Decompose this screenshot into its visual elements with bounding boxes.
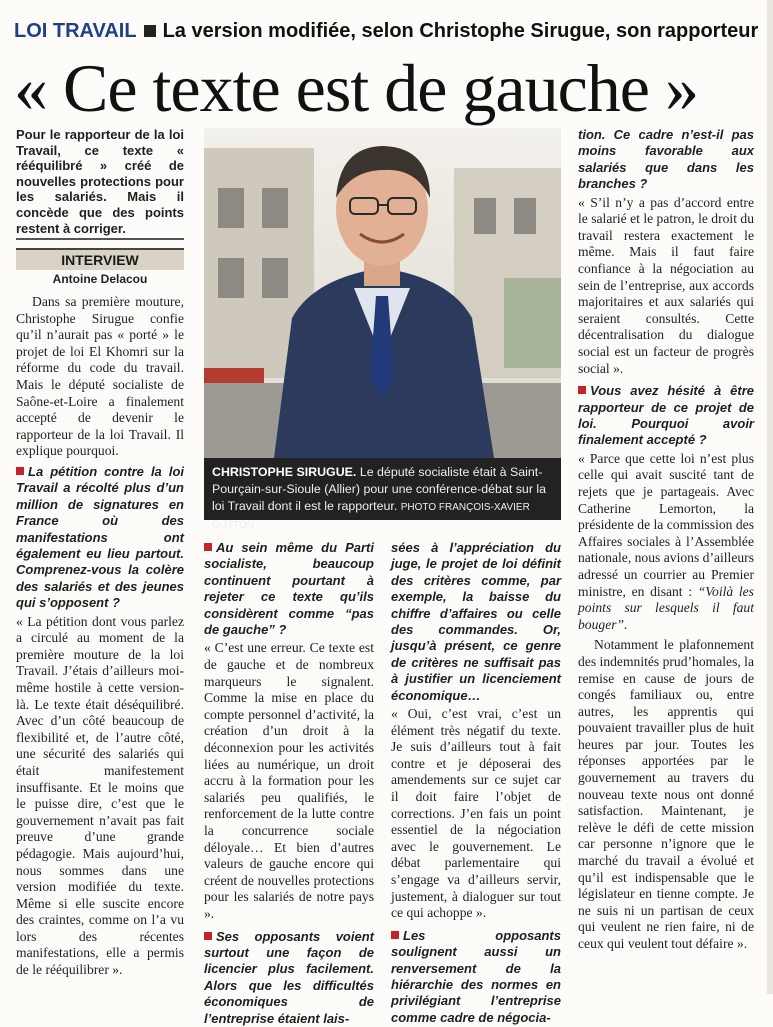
column-1 xyxy=(16,294,184,979)
caption-name: CHRISTOPHE SIRUGUE. xyxy=(212,465,357,479)
headline-subtitle: La version modifiée, selon Christophe Sirugue, son rapporteur xyxy=(162,20,759,42)
red-square-marker-icon xyxy=(16,467,24,475)
answer-4: « S’il n’y a pas d’accord entre le salarié et le patron, le droit du travail restera exactement le même. Mais il faut faire confiance à la négociation au sein de l’entreprise, aux accords majoritaires et aux salariés qui seraient consultés. Cette décentralisation du dialogue social est un facteur de progrès social ». xyxy=(578,194,754,376)
answer-2: « C’est une erreur. Ce texte est de gauche et de nombreux marqueurs le signalent. Comme la mise en place du compte personnel d’activité, la création d’un droit à la déconnexion pour les activités liées au numérique, un droit accru à la formation pour les salariés peu qualifiés, le renforcement de la lutte contre la concurrence sociale déloyale… Et bien d’autres valeurs de gauche encore qui créent de nouvelles protections pour les salariés de notre pays ». xyxy=(204,640,374,921)
question-4 xyxy=(391,928,561,1026)
intro-paragraph: Dans sa première mouture, Christophe Sirugue confie qu’il n’aurait pas « porté » le projet de loi El Khomri sur la réforme du code du travail. Mais le député socialiste de Saône-et-Loire a finalement accepté de devenir le rapporteur de la loi Travail. Il explique pourquoi. xyxy=(16,294,184,459)
question-5-text: Vous avez hésité à être rapporteur de ce projet de loi. Pourquoi avoir finalement accepté ? xyxy=(578,383,754,448)
question-3-text: Ses opposants voient surtout une façon de licencier plus facilement. Alors que les difficultés économiques de l’entreprise étaient lais- xyxy=(204,928,374,1026)
lead-paragraph: Pour le rapporteur de la loi Travail, ce texte « rééquilibré » créé de nouvelles protections pour les salariés. Mais il concède que des points restent à corriger. xyxy=(16,127,184,236)
interview-label: INTERVIEW xyxy=(16,248,184,270)
question-2-text: Au sein même du Parti socialiste, beaucoup continuent pourtant à rejeter ce texte qu’ils considèrent comme “pas de gauche” ? xyxy=(204,540,374,638)
photo-caption xyxy=(204,458,561,531)
lead-divider xyxy=(16,238,184,240)
red-square-marker-icon xyxy=(391,931,399,939)
question-2 xyxy=(204,540,374,638)
kicker-label: LOI TRAVAIL xyxy=(14,20,137,42)
photo-credit: PHOTO FRANÇOIS-XAVIER GUTTON xyxy=(212,502,530,531)
question-4-continued: tion. Ce cadre n’est-il pas moins favorable aux salariés que dans les branches ? xyxy=(578,127,754,192)
author-byline: Antoine Delacou xyxy=(52,272,148,286)
answer-5 xyxy=(578,451,754,634)
caption-text: Le député socialiste était à Saint-Pourçain-sur-Sioule (Allier) pour une conférence-débat sur la loi Travail dont il est le rapporteur. xyxy=(212,465,547,513)
answer-5-text: « Parce que cette loi n’est plus celle qui avait suscité tant de rejets que je partageais. Avec Catherine Lemorton, la présidente de la commission des Affaires sociales à l’Assemblée nationale, nous avions d’ailleurs adressé un courrier au Premier ministre, en disant : xyxy=(578,450,754,599)
question-1-text: La pétition contre la loi Travail a récolté plus d’un million de signatures en France où des manifestations ont également eu lieu partout. Comprenez-vous la colère des salariés et des jeunes qui s’opposent ? xyxy=(16,463,184,611)
red-square-marker-icon xyxy=(578,386,586,394)
column-4 xyxy=(578,127,754,953)
question-1 xyxy=(16,464,184,612)
page-edge xyxy=(767,0,773,994)
answer-6: Notamment le plafonnement des indemnités prud’homales, la remise en cause de jours de congés familiaux ou, entre autres, les apprentis qui pouvaient travailler plus de huit heures par jour. Toutes les réponses apportées par le gouvernement au travers du nouveau texte nous ont donné satisfaction. Maintenant, je relève le défi de cette mission car personne n’ignore que le marché du travail a évolué et qu’il est indispensable que le législateur en tienne compte. Je ne suis ni un partisan de ceux qui veulent ne rien faire, ni de ceux qui veulent tout défaire ». xyxy=(578,637,754,951)
column-2 xyxy=(204,540,374,1027)
red-square-marker-icon xyxy=(204,932,212,940)
question-3 xyxy=(204,929,374,1027)
page-headline: « Ce texte est de gauche » xyxy=(14,50,698,126)
question-4-text: Les opposants soulignent aussi un renversement de la hiérarchie des normes en privilégiant l’entreprise comme cadre de négocia- xyxy=(391,927,561,1025)
portrait-photo xyxy=(204,128,561,458)
section-kicker xyxy=(14,20,758,46)
portrait-illustration xyxy=(204,128,561,458)
question-5 xyxy=(578,383,754,449)
column-3 xyxy=(391,540,561,1026)
answer-3: « Oui, c’est vrai, c’est un élément très négatif du texte. Je suis d’ailleurs tout à fait contre et je déposerai des amendements sur ce sujet car il doit faire l’objet de corrections. J’en fais un point essentiel de la négociation avec le gouvernement. Le débat parlementaire qui s’engage va d’ailleurs servir, justement, à dialoguer sur tout ce qui achoppe ». xyxy=(391,706,561,921)
red-square-marker-icon xyxy=(204,543,212,551)
question-3-continued: sées à l’appréciation du juge, le projet de loi définit des critères comme, par exemple, la baisse du chiffre d’affaires ou celle des commandes. Or, jusqu’à présent, ce genre de critères ne suffisait pas à justifier un licenciement économique… xyxy=(391,540,561,703)
answer-1: « La pétition dont vous parlez a circulé au moment de la première mouture de la loi Travail. J’étais d’ailleurs moi-même hostile à cette version-là. Le texte était déséquilibré. Avec d’un côté beaucoup de flexibilité et, de l’autre côté, une sécurité des salariés qui était manifestement insuffisante. Et le moins que le puisse dire, c’est que le gouvernement n’avait pas fait preuve d’une grande pédagogie. Mais aujourd’hui, nous sommes dans une version modifiée du texte. Même si elle suscite encore des craintes, comme on l’a vu lors des récentes manifestations, elle a permis de le rééquilibrer ». xyxy=(16,613,184,978)
answer-5-quote: “Voilà les points sur lesquels il faut bouger”. xyxy=(578,583,754,632)
kicker-square-icon xyxy=(144,25,156,37)
